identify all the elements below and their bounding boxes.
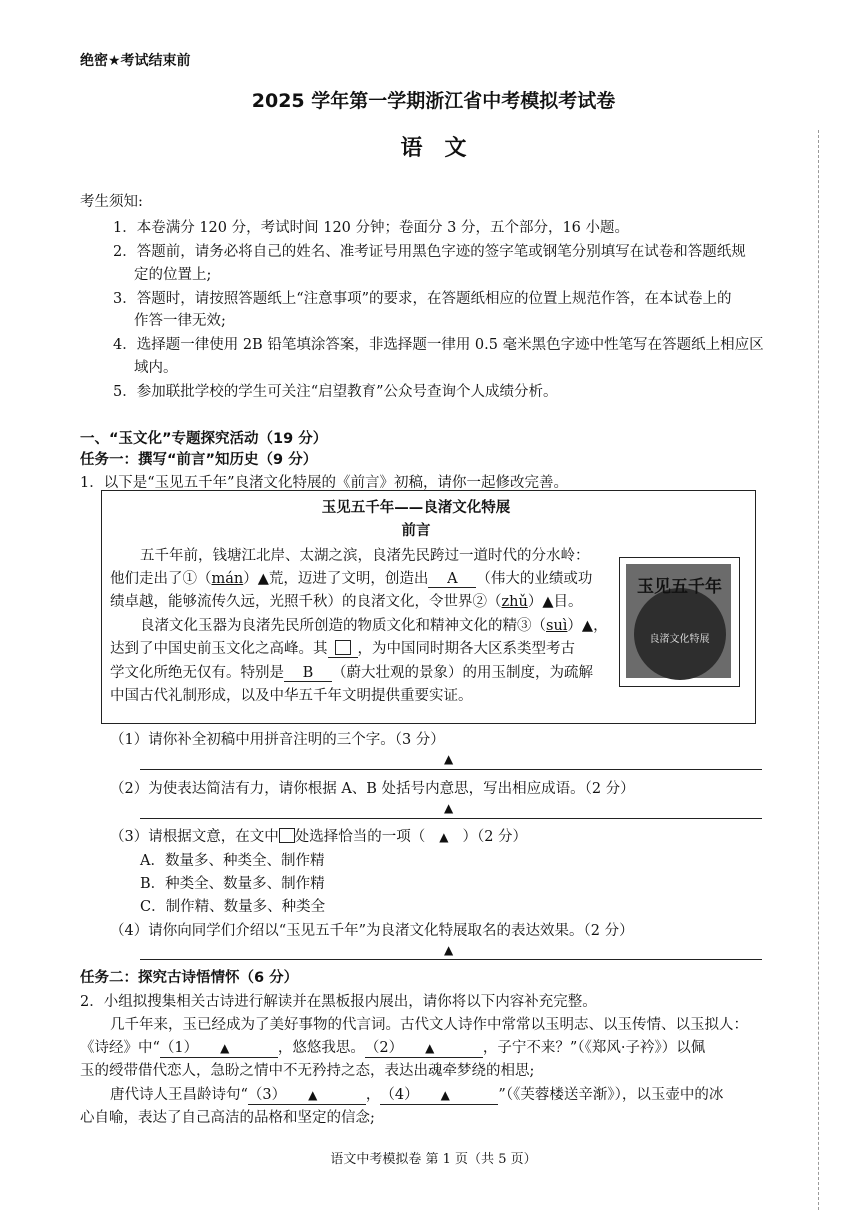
page-footer: 语文中考模拟卷 第 1 页（共 5 页） <box>330 1152 537 1167</box>
exhibition-poster <box>619 557 740 687</box>
poster-subtitle: 良渚文化特展 <box>649 634 710 645</box>
answer-line-4[interactable] <box>140 959 762 960</box>
answer-line-2[interactable] <box>140 818 762 819</box>
notice-item-4-cont: 域内。 <box>134 360 178 376</box>
exam-title: 2025 学年第一学期浙江省中考模拟考试卷 <box>251 90 616 112</box>
option-b: B．种类全、数量多、制作精 <box>140 876 325 892</box>
answer-triangle-4: ▲ <box>444 943 454 957</box>
subquestion-2: （2）为使表达简洁有力，请你根据 A、B 处括号内意思，写出相应成语。（2 分） <box>110 781 635 797</box>
notice-item-1: 1．本卷满分 120 分，考试时间 120 分钟；卷面分 3 分，五个部分，16 小题。 <box>113 220 630 236</box>
notice-item-2: 2．答题前，请务必将自己的姓名、准考证号用黑色字迹的签字笔或钢笔分别填写在试卷和答题纸规 <box>113 244 746 260</box>
subquestion-4: （4）请你向同学们介绍以“玉见五千年”为良渚文化特展取名的表达效果。（2 分） <box>110 923 634 939</box>
preface-p2-line3: 学文化所绝无仅有。特别是 B （蔚大壮观的景象）的用玉制度，为疏解 <box>110 665 593 681</box>
notice-item-2-cont: 定的位置上; <box>134 267 212 283</box>
question-1: 1．以下是“玉见五千年”良渚文化特展的《前言》初稿，请你一起修改完善。 <box>80 475 569 491</box>
preface-p2-line1: 良渚文化玉器为良渚先民所创造的物质文化和精神文化的精③（suì）▲， <box>140 618 608 634</box>
answer-triangle-1: ▲ <box>444 752 454 766</box>
preface-p2-line2: 达到了中国史前玉文化之高峰。其 ，为中国同时期各大区系类型考古 <box>110 641 575 657</box>
preface-p1-line2: 他们走出了①（mán）▲荒，迈进了文明，创造出 A （伟大的业绩或功 <box>110 571 593 587</box>
binding-line <box>818 130 819 1210</box>
poem-paragraph-3: 玉的绶带借代恋人，急盼之情中不无矜持之态，表达出魂牵梦绕的相思; <box>80 1063 535 1079</box>
notice-item-5: 5．参加联批学校的学生可关注“启望教育”公众号查询个人成绩分析。 <box>113 384 558 400</box>
poem-paragraph-4: 唐代诗人王昌龄诗句“（3） ▲ ，（4） ▲ ”（《芙蓉楼送辛渐》），以玉壶中的冰 <box>110 1083 723 1105</box>
notice-item-3: 3．答题时，请按照答题纸上“注意事项”的要求，在答题纸相应的位置上规范作答，在本试卷上的 <box>113 291 732 307</box>
subject-title: 语 文 <box>400 136 467 161</box>
blank-square-ref <box>279 828 295 843</box>
poem-paragraph-2: 《诗经》中“（1） ▲ ，悠悠我思。（2） ▲ ，子宁不来？”（《郑风·子衿》）以佩 <box>80 1036 705 1058</box>
answer-triangle-2: ▲ <box>444 801 454 815</box>
preface-p1-line3: 绩卓越，能够流传久远，光照千秋）的良渚文化，令世界②（zhǔ）▲目。 <box>110 594 583 610</box>
option-c: C．制作精、数量多、种类全 <box>140 899 326 915</box>
confidential-label: 绝密★考试结束前 <box>80 53 191 69</box>
notice-item-3-cont: 作答一律无效; <box>134 313 226 329</box>
task1-heading: 任务一：撰写“前言”知历史（9 分） <box>80 452 318 468</box>
poem-paragraph-5: 心自喻，表达了自己高洁的品格和坚定的信念; <box>80 1110 375 1126</box>
preface-p1-line1: 五千年前，钱塘江北岸、太湖之滨，良渚先民跨过一道时代的分水岭： <box>140 548 590 564</box>
option-a: A．数量多、种类全、制作精 <box>140 853 325 869</box>
poem-paragraph-1: 几千年来，玉已经成为了美好事物的代言词。古代文人诗作中常常以玉明志、以玉传情、以玉拟人： <box>110 1017 748 1033</box>
preface-subtitle: 前言 <box>401 523 431 539</box>
notice-item-4: 4．选择题一律使用 2B 铅笔填涂答案，非选择题一律用 0.5 毫米黑色字迹中性笔写在答题纸上相应区 <box>113 337 764 353</box>
subquestion-1: （1）请你补全初稿中用拼音注明的三个字。（3 分） <box>110 732 445 748</box>
answer-line-1[interactable] <box>140 769 762 770</box>
poster-title: 玉见五千年 <box>637 577 722 597</box>
notice-heading: 考生须知: <box>80 194 143 210</box>
section-heading: 一、“玉文化”专题探究活动（19 分） <box>80 431 328 447</box>
preface-title: 玉见五千年——良渚文化特展 <box>321 500 511 516</box>
question-2: 2．小组拟搜集相关古诗进行解读并在黑板报内展出，请你将以下内容补充完整。 <box>80 994 597 1010</box>
blank-square <box>335 640 351 655</box>
subquestion-3: （3）请根据文意，在文中 处选择恰当的一项（ ▲ ）（2 分） <box>110 829 528 845</box>
task2-heading: 任务二：探究古诗悟情怀（6 分） <box>80 970 299 986</box>
preface-p2-line4: 中国古代礼制形成，以及中华五千年文明提供重要实证。 <box>110 688 473 704</box>
